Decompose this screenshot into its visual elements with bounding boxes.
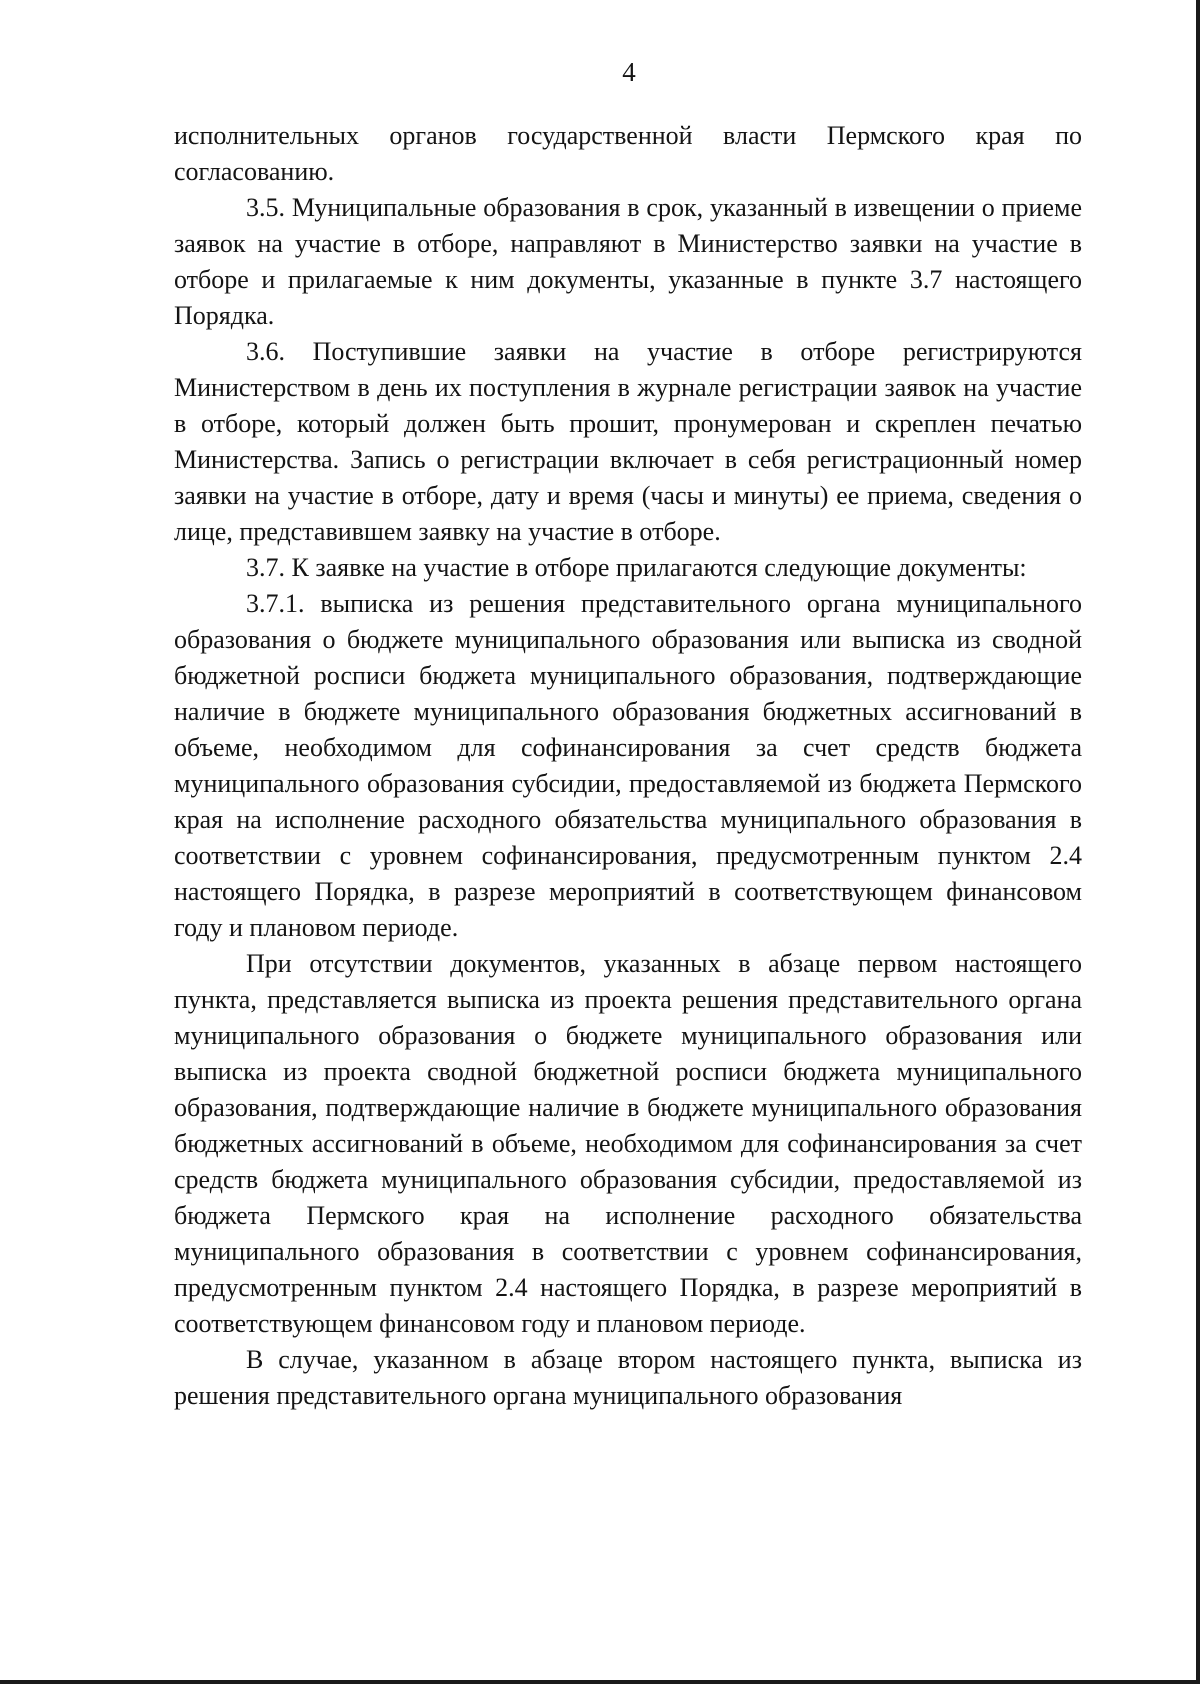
paragraph-absence-of-documents: При отсутствии документов, указанных в абзаце первом настоящего пункта, представляется выписка из проекта решения представительного органа муниципального образования о бюджете муниципального образования или выписка из проекта сводной бюджетной росписи бюджета муниципального образования, подтверждающие наличие в бюджете муниципального образования бюджетных ассигнований в объеме, необходимом для софинансирования за счет средств бюджета муниципального образования субсидии, предоставляемой из бюджета Пермского края на исполнение расходного обязательства муниципального образования в соответствии с уровнем софинансирования, предусмотренным пунктом 2.4 настоящего Порядка, в разрезе мероприятий в соответствующем финансовом году и плановом периоде. <box>174 949 1082 1338</box>
page-number: 4 <box>622 57 636 87</box>
scan-border-bottom <box>0 1680 1200 1684</box>
scan-border-right <box>1196 0 1200 1684</box>
document-body <box>174 118 1082 1414</box>
paragraph-continuation: исполнительных органов государственной власти Пермского края по согласованию. <box>174 121 1082 186</box>
paragraph-3-7-1: 3.7.1. выписка из решения представительного органа муниципального образования о бюджете муниципального образования или выписка из сводной бюджетной росписи бюджета муниципального образования, подтверждающие наличие в бюджете муниципального образования бюджетных ассигнований в объеме, необходимом для софинансирования за счет средств бюджета муниципального образования субсидии, предоставляемой из бюджета Пермского края на исполнение расходного обязательства муниципального образования в соответствии с уровнем софинансирования, предусмотренным пунктом 2.4 настоящего Порядка, в разрезе мероприятий в соответствующем финансовом году и плановом периоде. <box>174 589 1082 942</box>
paragraph-3-5: 3.5. Муниципальные образования в срок, указанный в извещении о приеме заявок на участие в отборе, направляют в Министерство заявки на участие в отборе и прилагаемые к ним документы, указанные в пункте 3.7 настоящего Порядка. <box>174 193 1082 330</box>
paragraph-3-7: 3.7. К заявке на участие в отборе прилагаются следующие документы: <box>246 553 1027 582</box>
paragraph-3-6: 3.6. Поступившие заявки на участие в отборе регистрируются Министерством в день их поступления в журнале регистрации заявок на участие в отборе, который должен быть прошит, пронумерован и скреплен печатью Министерства. Запись о регистрации включает в себя регистрационный номер заявки на участие в отборе, дату и время (часы и минуты) ее приема, сведения о лице, представившем заявку на участие в отборе. <box>174 337 1082 546</box>
paragraph-case-second-paragraph: В случае, указанном в абзаце втором настоящего пункта, выписка из решения представительного органа муниципального образования <box>174 1345 1082 1410</box>
